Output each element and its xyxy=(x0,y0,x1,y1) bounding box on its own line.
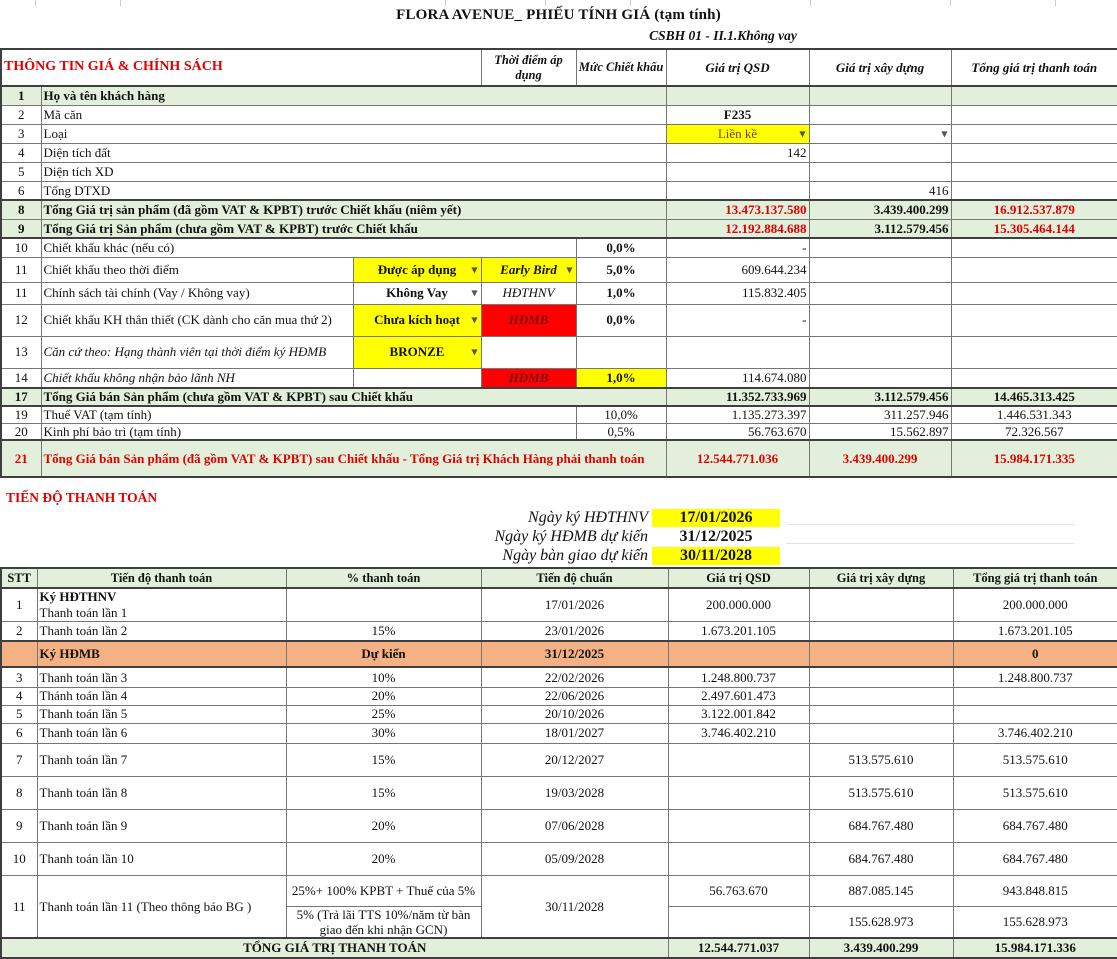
row-number: 2 xyxy=(1,105,41,124)
table-row xyxy=(1,667,1117,687)
table-row xyxy=(1,423,1117,440)
value-xd xyxy=(809,282,951,304)
table-row xyxy=(1,282,1117,304)
value-xd: 684.767.480 xyxy=(809,842,953,875)
table-row xyxy=(1,304,1117,336)
row-label: Tổng DTXD xyxy=(41,181,666,200)
pct-cell: 15% xyxy=(286,743,481,776)
installment-label: Thanh toán lần 1 xyxy=(39,604,128,620)
gridline-tick xyxy=(810,0,811,6)
col-header-qsd: Giá trị QSD xyxy=(668,568,809,588)
col-header-total: Tổng giá trị thanh toán xyxy=(953,568,1117,588)
gridline-tick xyxy=(1055,0,1056,6)
value-total xyxy=(951,162,1117,181)
table-row xyxy=(1,743,1117,776)
row-number: 12 xyxy=(1,304,41,336)
row-number: 4 xyxy=(1,687,37,705)
date-cell: 07/06/2028 xyxy=(481,809,668,842)
unit-code-cell: F235 xyxy=(666,105,809,124)
value-xd: 684.767.480 xyxy=(809,809,953,842)
table-row xyxy=(1,776,1117,809)
date-cell: 22/06/2026 xyxy=(481,687,668,705)
milestone-label: Ký HĐMB xyxy=(37,641,286,667)
value-xd: 311.257.946 xyxy=(809,406,951,423)
date-cell: 19/03/2028 xyxy=(481,776,668,809)
value-qsd: 115.832.405 xyxy=(666,282,809,304)
value-qsd xyxy=(668,906,809,938)
table-row xyxy=(1,406,1117,423)
value-xd xyxy=(809,667,953,687)
value-xd: 3.439.400.299 xyxy=(809,440,951,477)
dropdown-value: BRONZE xyxy=(389,344,445,360)
value-total xyxy=(951,257,1117,282)
discount-status-dropdown[interactable] xyxy=(353,257,481,282)
value-total: 0 xyxy=(953,641,1117,667)
value-qsd: 13.473.137.580 xyxy=(666,200,809,219)
value-total xyxy=(951,105,1117,124)
date-cell: 18/01/2027 xyxy=(481,723,668,743)
row-label: Thanh toán lần 5 xyxy=(37,705,286,723)
value-qsd: 1.135.273.397 xyxy=(666,406,809,423)
value-total: 943.848.815 xyxy=(953,875,1117,906)
pct-cell: 20% xyxy=(286,687,481,705)
pct-cell: 30% xyxy=(286,723,481,743)
value-xd: 3.112.579.456 xyxy=(809,219,951,238)
row-label: Chính sách tài chính (Vay / Không vay) xyxy=(41,282,353,304)
row-label: Chiết khấu KH thân thiết (CK dành cho căn mua thứ 2) xyxy=(41,304,353,336)
membership-tier-dropdown[interactable] xyxy=(353,336,481,368)
pct-cell xyxy=(286,588,481,621)
row-label: Thanh toán lần 3 xyxy=(37,667,286,687)
value-xd xyxy=(809,705,953,723)
table-row xyxy=(1,219,1117,238)
timing-dropdown[interactable] xyxy=(481,257,576,282)
rule-line xyxy=(786,510,1074,525)
table-row xyxy=(1,368,1117,388)
table-row xyxy=(1,723,1117,743)
row-number: 1 xyxy=(1,86,41,105)
table-row xyxy=(1,687,1117,705)
timing-cell-hdmb: HĐMB xyxy=(481,304,576,336)
row-number: 8 xyxy=(1,776,37,809)
chevron-down-icon: ▼ xyxy=(799,128,806,138)
gridline-tick xyxy=(120,0,121,6)
value-total: 72.326.567 xyxy=(951,423,1117,440)
pct-cell: 5% (Trả lãi TTS 10%/năm từ bàn giao đến khi nhận GCN) xyxy=(286,906,481,938)
milestone-row xyxy=(1,641,1117,667)
row-number: 21 xyxy=(1,440,41,477)
grand-total-label: TỔNG GIÁ TRỊ THANH TOÁN xyxy=(1,938,668,958)
row-number: 20 xyxy=(1,423,41,440)
row-number: 1 xyxy=(1,588,37,621)
value-total: 155.628.973 xyxy=(953,906,1117,938)
value-qsd: 3.122.001.842 xyxy=(668,705,809,723)
table-row xyxy=(1,257,1117,282)
value-total xyxy=(951,143,1117,162)
value-qsd: 114.674.080 xyxy=(666,368,809,388)
col-header-pct: % thanh toán xyxy=(286,568,481,588)
discount-rate: 0,0% xyxy=(576,304,666,336)
date-cell: 17/01/2026 xyxy=(481,588,668,621)
pct-cell: 20% xyxy=(286,809,481,842)
row-number: 3 xyxy=(1,124,41,143)
value-total xyxy=(953,687,1117,705)
table-row xyxy=(1,705,1117,723)
value-total: 200.000.000 xyxy=(953,588,1117,621)
row-label: Thanh toán lần 10 xyxy=(37,842,286,875)
value-qsd xyxy=(668,842,809,875)
row-number: 11 xyxy=(1,257,41,282)
table-row xyxy=(1,336,1117,368)
row-number: 3 xyxy=(1,667,37,687)
row-label: Thánh toán lần 4 xyxy=(37,687,286,705)
value-total: 684.767.480 xyxy=(953,809,1117,842)
value-xd: 3.112.579.456 xyxy=(809,388,951,406)
table-row xyxy=(1,875,1117,906)
value-total xyxy=(953,705,1117,723)
row-number: 14 xyxy=(1,368,41,388)
grand-total-row xyxy=(1,938,1117,958)
hdthnv-sign-date[interactable]: 17/01/2026 xyxy=(652,509,780,527)
maintenance-fee-rate: 0,5% xyxy=(576,423,666,440)
value-total: 15.305.464.144 xyxy=(951,219,1117,238)
row-number: 10 xyxy=(1,238,41,257)
dropdown-value: Chưa kích hoạt xyxy=(374,312,460,328)
row-number: 8 xyxy=(1,200,41,219)
col-header-std: Tiến độ chuẩn xyxy=(481,568,668,588)
discount-rate xyxy=(576,336,666,368)
pct-cell: Dự kiến xyxy=(286,641,481,667)
value-qsd xyxy=(666,336,809,368)
table-row xyxy=(1,105,1117,124)
value-total xyxy=(951,282,1117,304)
value-qsd: 1.248.800.737 xyxy=(668,667,809,687)
value-total: 1.446.531.343 xyxy=(951,406,1117,423)
value-total: 15.984.171.336 xyxy=(953,938,1117,958)
value-qsd xyxy=(668,809,809,842)
timing-cell xyxy=(481,336,576,368)
row-number: 2 xyxy=(1,621,37,641)
date-cell: 05/09/2028 xyxy=(481,842,668,875)
row-label xyxy=(37,588,286,621)
value-total: 3.746.402.210 xyxy=(953,723,1117,743)
col-header-rate: Mức Chiết khấu xyxy=(576,49,666,86)
page-title: FLORA AVENUE_ PHIẾU TÍNH GIÁ (tạm tính) xyxy=(396,7,721,23)
table-row xyxy=(1,809,1117,842)
pct-cell: 15% xyxy=(286,776,481,809)
value-xd: 155.628.973 xyxy=(809,906,953,938)
col-header-xd: Giá trị xây dựng xyxy=(809,49,951,86)
date-label: Ngày ký HĐTHNV xyxy=(528,508,648,526)
date-cell: 20/10/2026 xyxy=(481,705,668,723)
table-row xyxy=(1,86,1117,105)
value-total xyxy=(951,124,1117,143)
table-row xyxy=(1,621,1117,641)
schedule-section-title: TIẾN ĐỘ THANH TOÁN xyxy=(6,490,158,505)
value-xd: 887.085.145 xyxy=(809,875,953,906)
row-number: 6 xyxy=(1,723,37,743)
value-total xyxy=(951,181,1117,200)
date-row xyxy=(0,546,1117,565)
hdmb-sign-date: 31/12/2025 xyxy=(679,527,753,545)
table-row xyxy=(1,124,1117,143)
finance-policy-dropdown[interactable] xyxy=(353,282,481,304)
value-qsd xyxy=(666,86,809,105)
row-number: 11 xyxy=(1,282,41,304)
date-cell: 20/12/2027 xyxy=(481,743,668,776)
xd-type-dropdown[interactable] xyxy=(809,124,951,143)
value-total: 684.767.480 xyxy=(953,842,1117,875)
gridline-tick xyxy=(545,0,546,6)
row-number: 6 xyxy=(1,181,41,200)
col-header-timing: Thời điểm áp dụng xyxy=(481,49,576,86)
value-qsd: 3.746.402.210 xyxy=(668,723,809,743)
value-xd xyxy=(809,621,953,641)
table-row xyxy=(1,388,1117,406)
value-qsd xyxy=(666,181,809,200)
row-number: 5 xyxy=(1,705,37,723)
pct-cell: 15% xyxy=(286,621,481,641)
payment-schedule-table xyxy=(0,567,1117,959)
value-total xyxy=(951,368,1117,388)
rule-line xyxy=(786,529,1074,544)
col-header-schedule: Tiến độ thanh toán xyxy=(37,568,286,588)
value-xd: 513.575.610 xyxy=(809,776,953,809)
discount-rate: 1,0% xyxy=(576,282,666,304)
row-label: Thanh toán lần 11 (Theo thông báo BG ) xyxy=(37,875,286,938)
value-qsd xyxy=(668,743,809,776)
row-label: Họ và tên khách hàng xyxy=(41,86,666,105)
value-qsd xyxy=(668,641,809,667)
table-row xyxy=(1,181,1117,200)
value-xd xyxy=(809,304,951,336)
row-label: Chiết khấu theo thời điểm xyxy=(41,257,353,282)
dropdown-value: Early Bird xyxy=(500,261,557,277)
pct-cell: 25% xyxy=(286,705,481,723)
value-xd: 15.562.897 xyxy=(809,423,951,440)
row-label: Tổng Giá trị Sản phẩm (chưa gồm VAT & KPBT) trước Chiết khấu xyxy=(41,219,666,238)
unit-type-dropdown[interactable] xyxy=(666,124,809,143)
value-xd xyxy=(809,257,951,282)
col-header-xd: Giá trị xây dựng xyxy=(809,568,953,588)
timing-cell: HĐTHNV xyxy=(481,282,576,304)
row-number: 7 xyxy=(1,743,37,776)
pct-cell: 25%+ 100% KPBT + Thuế của 5% xyxy=(286,875,481,906)
handover-date[interactable]: 30/11/2028 xyxy=(652,547,780,565)
chevron-down-icon: ▼ xyxy=(471,264,478,274)
row-number: 17 xyxy=(1,388,41,406)
value-qsd xyxy=(668,776,809,809)
chevron-down-icon: ▼ xyxy=(566,264,573,274)
value-qsd: 609.644.234 xyxy=(666,257,809,282)
row-label: Kinh phí bảo trì (tạm tính) xyxy=(41,423,576,440)
gridline-ticks xyxy=(0,0,1117,6)
value-qsd: 1.673.201.105 xyxy=(668,621,809,641)
discount-rate: 1,0% xyxy=(576,368,666,388)
value-xd xyxy=(809,143,951,162)
date-cell: 22/02/2026 xyxy=(481,667,668,687)
pct-cell: 20% xyxy=(286,842,481,875)
row-label: Loại xyxy=(41,124,666,143)
value-total xyxy=(951,336,1117,368)
row-label: Mã căn xyxy=(41,105,666,124)
loyalty-discount-dropdown[interactable] xyxy=(353,304,481,336)
table1-title: THÔNG TIN GIÁ & CHÍNH SÁCH xyxy=(1,49,481,86)
row-number: 5 xyxy=(1,162,41,181)
row-number: 19 xyxy=(1,406,41,423)
table-row xyxy=(1,440,1117,477)
row-label: Tổng Giá bán Sản phẩm (đã gồm VAT & KPBT) sau Chiết khấu - Tổng Giá trị Khách Hàng phải thanh toán xyxy=(41,440,666,477)
row-label: Diện tích XD xyxy=(41,162,666,181)
discount-rate: 5,0% xyxy=(576,257,666,282)
row-label: Chiết khấu khác (nếu có) xyxy=(41,238,576,257)
date-cell: 31/12/2025 xyxy=(481,641,668,667)
row-label: Thuế VAT (tạm tính) xyxy=(41,406,576,423)
value-total xyxy=(951,238,1117,257)
row-number: 4 xyxy=(1,143,41,162)
row-number xyxy=(1,641,37,667)
col-header-qsd: Giá trị QSD xyxy=(666,49,809,86)
value-xd xyxy=(809,336,951,368)
value-xd xyxy=(809,723,953,743)
table-row xyxy=(1,162,1117,181)
value-xd xyxy=(809,238,951,257)
row-label: Thanh toán lần 6 xyxy=(37,723,286,743)
row-label: Tổng Giá trị sản phẩm (đã gồm VAT & KPBT) trước Chiết khấu (niêm yết) xyxy=(41,200,666,219)
col-header-total: Tổng giá trị thanh toán xyxy=(951,49,1117,86)
value-xd: 3.439.400.299 xyxy=(809,938,953,958)
value-total: 1.673.201.105 xyxy=(953,621,1117,641)
value-total: 14.465.313.425 xyxy=(951,388,1117,406)
value-total: 1.248.800.737 xyxy=(953,667,1117,687)
discount-rate: 0,0% xyxy=(576,238,666,257)
tax-rate: 10,0% xyxy=(576,406,666,423)
table-row xyxy=(1,143,1117,162)
row-label: Thanh toán lần 8 xyxy=(37,776,286,809)
date-row xyxy=(0,527,1117,546)
chevron-down-icon: ▼ xyxy=(471,288,478,298)
value-total: 513.575.610 xyxy=(953,743,1117,776)
value-xd xyxy=(809,105,951,124)
chevron-down-icon: ▼ xyxy=(471,315,478,325)
value-xd xyxy=(809,368,951,388)
value-total xyxy=(951,304,1117,336)
policy-subtitle: CSBH 01 - II.1.Không vay xyxy=(649,28,797,43)
value-xd xyxy=(809,641,953,667)
value-qsd: - xyxy=(666,304,809,336)
value-qsd: 12.192.884.688 xyxy=(666,219,809,238)
pct-cell: 10% xyxy=(286,667,481,687)
unit-type-value: Liền kề xyxy=(717,125,758,141)
row-label: Căn cứ theo: Hạng thành viên tại thời điểm ký HĐMB xyxy=(41,336,353,368)
value-xd: 416 xyxy=(809,181,951,200)
date-label: Ngày ký HĐMB dự kiến xyxy=(494,527,648,545)
dropdown-value: Không Vay xyxy=(386,285,448,301)
value-total: 16.912.537.879 xyxy=(951,200,1117,219)
value-total: 15.984.171.335 xyxy=(951,440,1117,477)
row-number: 11 xyxy=(1,875,37,938)
table-row xyxy=(1,842,1117,875)
row-number: 13 xyxy=(1,336,41,368)
value-xd xyxy=(809,86,951,105)
dropdown-value: Được áp dụng xyxy=(377,261,457,277)
value-qsd: - xyxy=(666,238,809,257)
timing-cell-hdmb: HĐMB xyxy=(481,368,576,388)
gridline-tick xyxy=(35,0,36,6)
value-qsd xyxy=(666,162,809,181)
date-label: Ngày bàn giao dự kiến xyxy=(502,546,648,564)
value-qsd: 12.544.771.036 xyxy=(666,440,809,477)
milestone-label: Ký HĐTHNV xyxy=(39,589,117,605)
table-row xyxy=(1,200,1117,219)
value-xd: 513.575.610 xyxy=(809,743,953,776)
value-qsd: 142 xyxy=(666,143,809,162)
value-qsd: 12.544.771.037 xyxy=(668,938,809,958)
row-number: 9 xyxy=(1,809,37,842)
value-xd: 3.439.400.299 xyxy=(809,200,951,219)
table-row xyxy=(1,588,1117,621)
row-label: Thanh toán lần 9 xyxy=(37,809,286,842)
value-total: 513.575.610 xyxy=(953,776,1117,809)
value-xd xyxy=(809,687,953,705)
value-qsd: 11.352.733.969 xyxy=(666,388,809,406)
row-number: 10 xyxy=(1,842,37,875)
gridline-tick xyxy=(950,0,951,6)
col-header-stt: STT xyxy=(1,568,37,588)
chevron-down-icon: ▼ xyxy=(941,128,948,138)
date-cell: 30/11/2028 xyxy=(481,875,668,938)
gridline-tick xyxy=(630,0,631,6)
dropdown-cell xyxy=(353,368,481,388)
value-xd xyxy=(809,588,953,621)
row-label: Tổng Giá bán Sản phẩm (chưa gồm VAT & KPBT) sau Chiết khấu xyxy=(41,388,666,406)
price-policy-table xyxy=(0,48,1117,478)
gridline-tick xyxy=(445,0,446,6)
chevron-down-icon: ▼ xyxy=(471,347,478,357)
row-number: 9 xyxy=(1,219,41,238)
value-qsd: 56.763.670 xyxy=(668,875,809,906)
row-label: Thanh toán lần 2 xyxy=(37,621,286,641)
date-row xyxy=(0,508,1117,527)
value-xd xyxy=(809,162,951,181)
table-row xyxy=(1,238,1117,257)
value-qsd: 2.497.601.473 xyxy=(668,687,809,705)
date-cell: 23/01/2026 xyxy=(481,621,668,641)
value-total xyxy=(951,86,1117,105)
value-qsd: 200.000.000 xyxy=(668,588,809,621)
row-label: Diện tích đất xyxy=(41,143,666,162)
value-qsd: 56.763.670 xyxy=(666,423,809,440)
row-label: Chiết khấu không nhận bảo lãnh NH xyxy=(41,368,353,388)
row-label: Thanh toán lần 7 xyxy=(37,743,286,776)
